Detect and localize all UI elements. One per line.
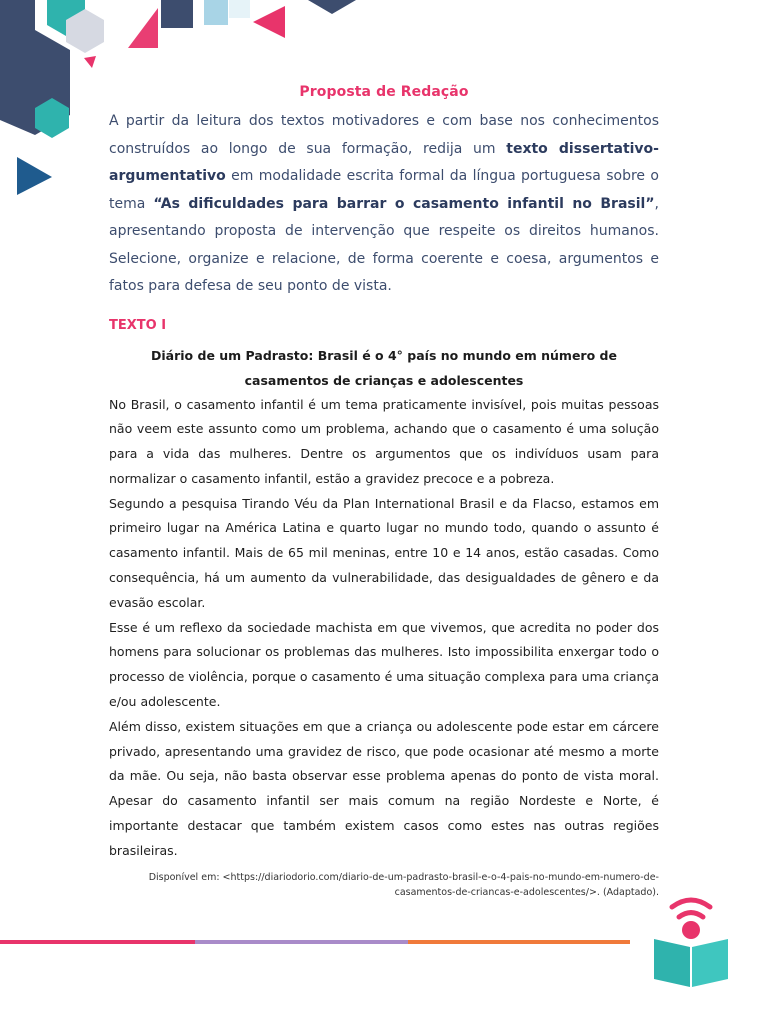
page-title: Proposta de Redação [299, 84, 469, 100]
footer-bar-orange [408, 940, 630, 944]
article-paragraph: Além disso, existem situações em que a criança ou adolescente pode estar em cárcere privado, apresentando uma gravidez de risco, que pode ocasionar até mesmo a morte da mãe. Ou seja, não basta observar esse problema apenas do ponto de vista moral. Apesar do casamento infantil ser mais comum na região Nordeste e Norte, é importante destacar que também existem casos como estes nas outras regiões brasileiras. [109, 718, 659, 858]
article-title: Diário de um Padrasto: Brasil é o 4° país no mundo em número de casamentos de crianças e adolescentes [151, 347, 617, 388]
source-line: Disponível em: <https://diariodorio.com/diario-de-um-padrasto-brasil-e-o-4-pais-no-mundo-em-numero-de- [148, 871, 659, 883]
article-paragraph: Segundo a pesquisa Tirando Véu da Plan International Brasil e da Flacso, estamos em primeiro lugar na América Latina e quarto lugar no mundo todo, quando o assunto é casamento infantil. Mais de 65 mil meninas, entre 10 e 14 anos, estão casadas. Como consequência, há um aumento da vulnerabilidade, das desigualdades de gênero e da evasão escolar. [109, 495, 659, 610]
book-wifi-icon [650, 893, 732, 989]
article-paragraph: No Brasil, o casamento infantil é um tema praticamente invisível, pois muitas pessoas não veem este assunto como um problema, achando que o casamento é uma solução para a vida das mulheres. Dentre os argumentos que os indivíduos usam para normalizar o casamento infantil, estão a gravidez precoce e a pobreza. [109, 396, 659, 486]
intro-bold-theme: “As dificuldades para barrar o casamento infantil no Brasil” [153, 195, 655, 212]
intro-text: em modalidade escrita formal da língua portuguesa sobre o tema [109, 168, 659, 212]
source-line: casamentos-de-criancas-e-adolescentes/>. (Adaptado). [394, 886, 659, 898]
intro-text: , apresentando proposta de intervenção que respeite os direitos humanos. Selecione, organize e relacione, de forma coerente e coesa, argumentos e fatos para defesa de seu ponto de vista. [109, 195, 659, 294]
intro-text: A partir da leitura dos textos motivadores e com base nos conhecimentos construídos ao longo de sua formação, redija um [109, 113, 659, 157]
document-body [109, 84, 659, 900]
footer-bar-purple [195, 940, 408, 944]
intro-paragraph [109, 108, 659, 301]
article-paragraph: Esse é um reflexo da sociedade machista em que vivemos, que acredita no poder dos homens para solucionar os problemas das mulheres. Isto impossibilita enxergar todo o processo de violência, porque o casamento é uma situação complexa para uma criança e/ou adolescente. [109, 619, 659, 710]
footer-bar-pink [0, 940, 195, 944]
section-label: TEXTO I [109, 317, 167, 333]
source-citation [109, 870, 659, 900]
intro-bold-genre: texto dissertativo-argumentativo [109, 140, 659, 184]
